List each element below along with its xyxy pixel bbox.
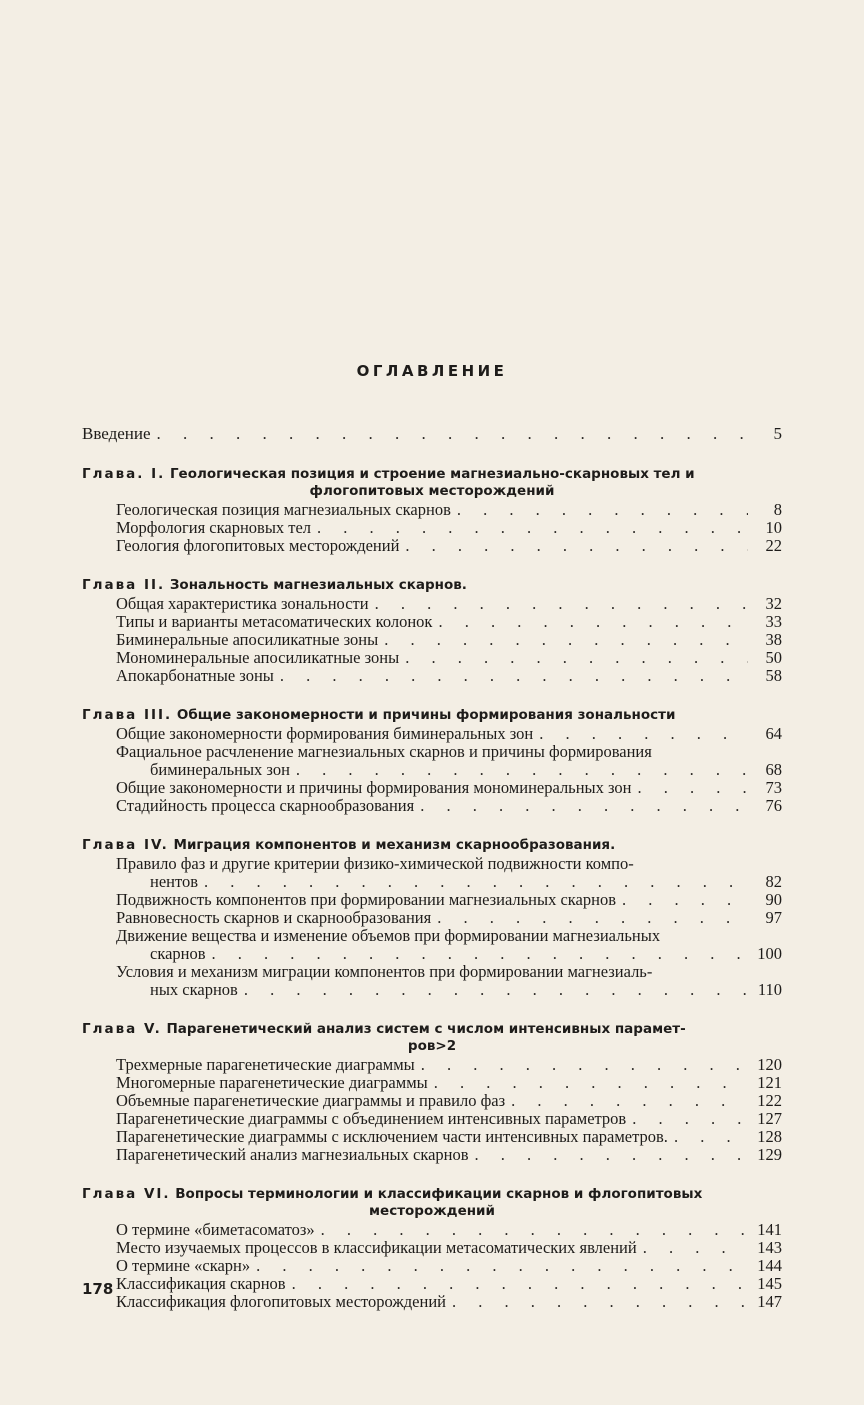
entry-title-continuation-line	[116, 981, 782, 999]
dot-leader	[296, 761, 748, 779]
chapter-title: Общие закономерности и причины формирования зональности	[176, 707, 676, 723]
entry-title: Общие закономерности формирования биминеральных зон	[116, 724, 534, 743]
chapter-title-continued: ров>2	[407, 1038, 457, 1054]
entry-page: 64	[765, 724, 782, 743]
chapter-heading	[82, 1186, 782, 1220]
entry-title: Многомерные парагенетические диаграммы	[116, 1073, 428, 1092]
toc-entry	[116, 743, 782, 779]
chapter-label: Глава IV.	[82, 837, 169, 853]
dot-leader	[317, 519, 748, 537]
chapter-label: Глава V.	[82, 1021, 162, 1037]
dot-leader	[212, 945, 748, 963]
dot-leader	[539, 725, 748, 743]
entry-page: 68	[765, 760, 782, 779]
chapter-heading	[82, 1021, 782, 1055]
toc-entry	[116, 927, 782, 963]
dot-leader	[632, 1110, 748, 1128]
chapter-entries	[116, 595, 782, 685]
entry-page: 5	[773, 424, 782, 443]
dot-leader	[638, 779, 749, 797]
toc-entry	[116, 631, 782, 649]
entry-page: 120	[757, 1055, 782, 1074]
entry-title: Общие закономерности и причины формирования мономинеральных зон	[116, 778, 632, 797]
chapter-entries	[116, 501, 782, 555]
toc-entry	[116, 1239, 782, 1257]
entry-title: Геологическая позиция магнезиальных скарнов	[116, 500, 451, 519]
dot-leader	[375, 595, 748, 613]
dot-leader	[405, 537, 748, 555]
dot-leader	[457, 501, 748, 519]
dot-leader	[157, 424, 748, 444]
entry-title: Парагенетический анализ магнезиальных скарнов	[116, 1145, 469, 1164]
dot-leader	[452, 1293, 748, 1311]
table-of-contents	[82, 424, 782, 1311]
dot-leader	[204, 873, 748, 891]
entry-page: 33	[765, 612, 782, 631]
toc-entry	[116, 501, 782, 519]
entry-page: 50	[765, 648, 782, 667]
entry-title: Подвижность компонентов при формировании магнезиальных скарнов	[116, 890, 616, 909]
toc-entry	[116, 519, 782, 537]
toc-entry	[116, 649, 782, 667]
entry-title: Мономинеральные апосиликатные зоны	[116, 648, 400, 667]
entry-title-continued: скарнов	[150, 944, 206, 963]
entry-page: 38	[765, 630, 782, 649]
entry-title: Типы и варианты метасоматических колонок	[116, 612, 433, 631]
chapter-section	[82, 1021, 782, 1164]
chapter-entries	[116, 1056, 782, 1164]
entry-title: Фациальное расчленение магнезиальных скарнов и причины формирования	[116, 742, 652, 761]
toc-entry	[116, 1056, 782, 1074]
entry-title-continued: ных скарнов	[150, 980, 238, 999]
entry-page: 10	[765, 518, 782, 537]
dot-leader	[384, 631, 748, 649]
toc-entry	[116, 963, 782, 999]
chapter-entries	[116, 725, 782, 815]
dot-leader	[511, 1092, 748, 1110]
toc-entry	[116, 537, 782, 555]
chapter-heading	[82, 837, 782, 854]
entry-page: 129	[757, 1145, 782, 1164]
chapter-title: Миграция компонентов и механизм скарнообразования.	[173, 837, 616, 853]
chapter-title: Геологическая позиция и строение магнезиально-скарновых тел и	[169, 466, 695, 482]
dot-leader	[244, 981, 748, 999]
toc-entry	[116, 1221, 782, 1239]
chapter-title: Вопросы терминологии и классификации скарнов и флогопитовых	[175, 1186, 703, 1202]
entry-title: Классификация скарнов	[116, 1274, 286, 1293]
entry-page: 90	[765, 890, 782, 909]
entry-page: 8	[773, 500, 782, 519]
toc-entry	[116, 779, 782, 797]
entry-title: О термине «скарн»	[116, 1256, 251, 1275]
chapter-heading	[82, 466, 782, 500]
dot-leader	[321, 1221, 748, 1239]
chapter-title: Зональность магнезиальных скарнов.	[169, 577, 467, 593]
entry-title-continuation-line	[116, 945, 782, 963]
entry-page: 73	[765, 778, 782, 797]
toc-entry	[116, 1092, 782, 1110]
toc-entry	[116, 1257, 782, 1275]
toc-entry	[116, 613, 782, 631]
entry-title: Объемные парагенетические диаграммы и правило фаз	[116, 1091, 506, 1110]
entry-title: Общая характеристика зональности	[116, 594, 369, 613]
toc-entry	[116, 1074, 782, 1092]
entry-title: Стадийность процесса скарнообразования	[116, 796, 415, 815]
chapter-title-continued: флогопитовых месторождений	[309, 483, 555, 499]
entry-title: О термине «биметасоматоз»	[116, 1220, 315, 1239]
entry-page: 141	[757, 1220, 782, 1239]
entry-page: 22	[765, 536, 782, 555]
entry-title-continuation-line	[116, 873, 782, 891]
chapter-label: Глава. I.	[82, 466, 166, 482]
chapter-title: Парагенетический анализ систем с числом интенсивных парамет-	[166, 1021, 686, 1037]
chapter-title-continued: месторождений	[369, 1203, 495, 1219]
chapter-section	[82, 577, 782, 685]
entry-title: Условия и механизм миграции компонентов при формировании магнезиаль-	[116, 962, 653, 981]
dot-leader	[643, 1239, 748, 1257]
page-title: ОГЛАВЛЕНИЕ	[356, 362, 508, 380]
entry-title: Апокарбонатные зоны	[116, 666, 274, 685]
entry-title: Введение	[82, 424, 151, 443]
dot-leader	[421, 1056, 748, 1074]
dot-leader	[420, 797, 748, 815]
entry-title-continued: биминеральных зон	[150, 760, 290, 779]
entry-page: 122	[757, 1091, 782, 1110]
chapter-label: Глава II.	[82, 577, 166, 593]
entry-page: 128	[757, 1127, 782, 1146]
entry-page: 97	[765, 908, 782, 927]
toc-entry	[116, 1128, 782, 1146]
chapter-entries	[116, 1221, 782, 1311]
entry-page: 76	[765, 796, 782, 815]
page-number: 178	[82, 1280, 114, 1298]
entry-page: 121	[757, 1073, 782, 1092]
toc-entry	[116, 667, 782, 685]
dot-leader	[280, 667, 748, 685]
entry-page: 32	[765, 594, 782, 613]
chapter-section	[82, 466, 782, 555]
toc-entry	[116, 595, 782, 613]
dot-leader	[405, 649, 748, 667]
toc-entry	[116, 797, 782, 815]
entry-title: Классификация флогопитовых месторождений	[116, 1292, 446, 1311]
entry-page: 147	[757, 1292, 782, 1311]
chapter-section	[82, 707, 782, 815]
toc-entry	[116, 1146, 782, 1164]
dot-leader	[292, 1275, 748, 1293]
entry-page: 100	[757, 944, 782, 963]
dot-leader	[622, 891, 748, 909]
entry-title: Биминеральные апосиликатные зоны	[116, 630, 379, 649]
toc-entry	[116, 725, 782, 743]
toc-entry	[116, 1293, 782, 1311]
chapter-label: Глава VI.	[82, 1186, 171, 1202]
entry-title: Парагенетические диаграммы с исключением части интенсивных параметров.	[116, 1127, 668, 1146]
toc-entry	[116, 1110, 782, 1128]
toc-entry	[116, 891, 782, 909]
chapter-section	[82, 837, 782, 999]
toc-entry	[116, 855, 782, 891]
entry-title: Место изучаемых процессов в классификации метасоматических явлений	[116, 1238, 637, 1257]
chapter-heading	[82, 707, 782, 724]
dot-leader	[674, 1128, 748, 1146]
entry-title: Движение вещества и изменение объемов при формировании магнезиальных	[116, 926, 661, 945]
chapter-entries	[116, 855, 782, 999]
entry-page: 110	[757, 980, 782, 999]
dot-leader	[256, 1257, 748, 1275]
dot-leader	[438, 613, 748, 631]
chapters	[82, 466, 782, 1311]
toc-entry	[116, 1275, 782, 1293]
entry-page: 127	[757, 1109, 782, 1128]
entry-page: 58	[765, 666, 782, 685]
entry-title: Равновесность скарнов и скарнообразования	[116, 908, 432, 927]
entry-title: Морфология скарновых тел	[116, 518, 312, 537]
toc-entry	[116, 909, 782, 927]
entry-title-continuation-line	[116, 761, 782, 779]
dot-leader	[475, 1146, 748, 1164]
entry-page: 143	[757, 1238, 782, 1257]
chapter-section	[82, 1186, 782, 1311]
entry-page: 144	[757, 1256, 782, 1275]
entry-page: 145	[757, 1274, 782, 1293]
dot-leader	[437, 909, 748, 927]
entry-title: Парагенетические диаграммы с объединением интенсивных параметров	[116, 1109, 627, 1128]
entry-title: Геология флогопитовых месторождений	[116, 536, 400, 555]
chapter-label: Глава III.	[82, 707, 173, 723]
entry-page: 82	[765, 872, 782, 891]
entry-title: Правило фаз и другие критерии физико-химической подвижности компо-	[116, 854, 634, 873]
chapter-heading	[82, 577, 782, 594]
entry-title: Трехмерные парагенетические диаграммы	[116, 1055, 415, 1074]
entry-title-continued: нентов	[150, 872, 199, 891]
dot-leader	[434, 1074, 748, 1092]
toc-entry-introduction	[82, 424, 782, 444]
